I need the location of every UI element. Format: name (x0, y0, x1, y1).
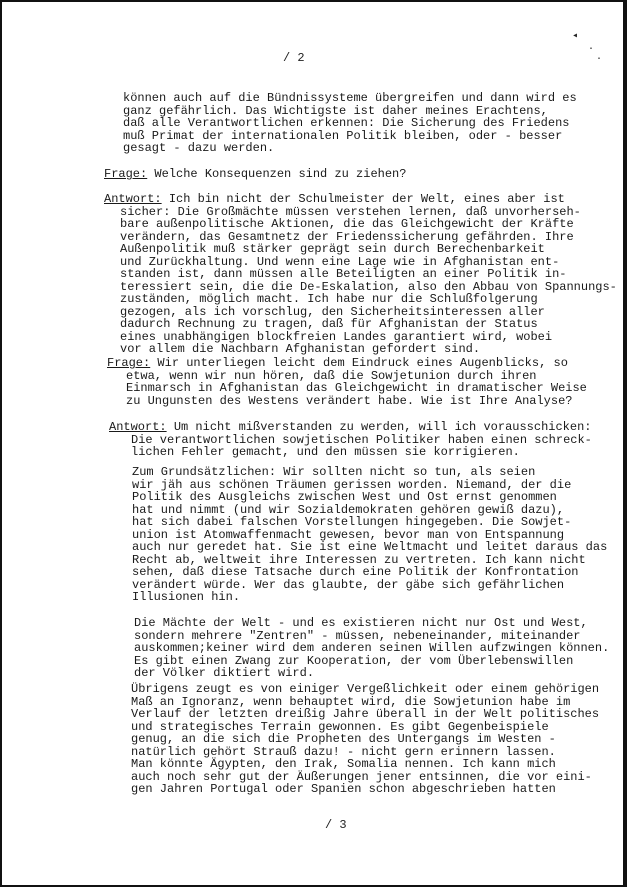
text-line: auch noch sehr gut der Äußerungen jener entsinnen, die vor eini- (131, 769, 592, 784)
text-line: Politik des Ausgleichs zwischen West und Ost ernst genommen (132, 490, 557, 504)
text-line: dadurch Rechnung zu tragen, daß für Afghanistan der Status (120, 317, 538, 331)
question-label: Frage: (107, 356, 151, 370)
scan-mark: · (588, 44, 595, 55)
text-line: hat und nimmt (und wir Sozialdemokraten gehören gewiß dazu), (132, 502, 565, 517)
text-line: zuständen, möglich macht. Ich habe nur die Schlußfolgerung (120, 292, 538, 306)
text-line: lichen Fehler gemacht, und den müssen sie korrigieren. (131, 445, 520, 459)
page-footer: / 3 (325, 818, 347, 832)
question-2 (107, 357, 568, 370)
text-line: hat sich dabei falschen Vorstellungen hingegeben. Die Sowjet- (132, 515, 572, 529)
text-line: Die verantwortlichen sowjetischen Politiker haben einen schreck- (131, 432, 592, 447)
paragraph-grundsaetzliches (132, 466, 607, 604)
text-line: sicher: Die Großmächte müssen verstehen lernen, daß unvorherseh- (120, 204, 581, 219)
question-label: Frage: (104, 167, 148, 181)
text-line: Um nicht mißverstanden zu werden, will ich vorausschicken: (173, 420, 592, 434)
scan-mark: · (596, 54, 603, 65)
text-line: bare außenpolitische Aktionen, die das Gleichgewicht der Kräfte (120, 217, 574, 231)
text-line: Verlauf der letzten dreißig Jahre überall in der Welt politisches (131, 707, 600, 721)
text-line: Maß an Ignoranz, wenn behauptet wird, die Sowjetunion habe im (131, 694, 571, 709)
text-line: und strategisches Terrain gewonnen. Es gibt Gegenbeispiele (131, 719, 549, 734)
text-line: muß Primat der internationalen Politik bleiben, oder - besser (123, 128, 563, 143)
text-line: Zum Grundsätzlichen: Wir sollten nicht so tun, als seien (132, 465, 536, 479)
text-line: Man könnte Ägypten, den Irak, Somalia nennen. Ich kann mich (131, 757, 556, 771)
text-line: Illusionen hin. (132, 590, 241, 604)
text-line: Recht ab, weltweit ihre Interessen zu vertreten. Ich kann nicht (132, 552, 586, 567)
text-line: sehen, daß diese Tatsache durch eine Politik der Konfrontation (132, 565, 579, 579)
paragraph-intro (123, 92, 577, 155)
text-line: auskommen;keiner wird dem anderen seinen Willen aufzwingen können. (134, 641, 610, 655)
text-line: zu Ungunsten des Westens verändert habe. Wie ist Ihre Analyse? (126, 393, 573, 408)
text-line: natürlich gehört Strauß dazu! - nicht gern erinnern lassen. (131, 744, 556, 759)
text-line: Es gibt einen Zwang zur Kooperation, der vom Überlebenswillen (134, 653, 574, 668)
text-line: Einmarsch in Afghanistan das Gleichgewicht in dramatischer Weise (126, 381, 587, 395)
answer-label: Antwort: (109, 420, 167, 434)
text-line: Welche Konsequenzen sind zu ziehen? (154, 167, 407, 181)
answer-1 (104, 193, 565, 206)
text-line: standen ist, dann müssen alle Beteiligten an einer Politik in- (120, 267, 567, 281)
answer-2-body (131, 434, 592, 459)
scan-edge (623, 0, 627, 887)
text-line: union ist Atomwaffenmacht gewesen, bevor man von Entspannung (132, 527, 565, 542)
text-line: der Völker diktiert wird. (134, 666, 315, 680)
text-line: Wir unterliegen leicht dem Eindruck eines Augenblicks, so (157, 356, 568, 370)
text-line: gen Jahren Portugal oder Spanien schon abgeschrieben hatten (131, 782, 556, 796)
text-line: gezogen, als ich vorschlug, den Sicherheitsinteressen aller (120, 304, 545, 319)
text-line: Außenpolitik muß stärker geprägt sein durch Berechenbarkeit (120, 242, 545, 256)
text-line: verändern, das Gesamtnetz der Friedenssicherung gefährden. Ihre (120, 229, 574, 244)
text-line: ganz gefährlich. Das Wichtigste ist daher meines Erachtens, (123, 103, 548, 118)
text-line: wir jäh aus schönen Träumen gerissen worden. Niemand, der die (132, 477, 572, 492)
question-1 (104, 168, 406, 181)
text-line: und Zurückhaltung. Und wenn eine Lage wie in Afghanistan ent- (120, 254, 560, 269)
scan-mark: ◂ (572, 31, 579, 42)
answer-1-body (120, 206, 617, 356)
text-line: verändert würde. Wer das glaubte, der gäbe sich gefährlichen (132, 577, 565, 592)
page-header: / 2 (283, 51, 305, 65)
text-line: auch nur geredet hat. Sie ist eine Weltmacht und leitet daraus das (132, 540, 608, 554)
paragraph-uebrigens (131, 683, 599, 796)
text-line: eines unabhängigen blockfreien Landes garantiert wird, wobei (120, 329, 553, 344)
answer-2 (109, 421, 591, 434)
text-line: vor allem die Nachbarn Afghanistan gefordert sind. (120, 342, 481, 356)
text-line: können auch auf die Bündnissysteme übergreifen und dann wird es (123, 91, 577, 105)
text-line: Die Mächte der Welt - und es existieren nicht nur Ost und West, (134, 616, 588, 630)
text-line: etwa, wenn wir nun hören, daß die Sowjetunion durch ihren (126, 368, 537, 383)
text-line: sondern mehrere "Zentren" - müssen, nebeneinander, miteinander (134, 628, 581, 643)
text-line: Ich bin nicht der Schulmeister der Welt, eines aber ist (168, 192, 565, 206)
paragraph-maechte (134, 617, 609, 680)
text-line: teressiert sein, die die De-Eskalation, also den Abbau von Spannungs- (120, 279, 617, 294)
text-line: daß alle Verantwortlichen erkennen: Die Sicherung des Friedens (123, 116, 570, 130)
text-line: gesagt - dazu werden. (123, 141, 275, 155)
question-2-body (126, 370, 587, 408)
text-line: Übrigens zeugt es von einiger Vergeßlichkeit oder einem gehörigen (131, 682, 600, 696)
text-line: genug, an die sich die Propheten des Untergangs im Westen - (131, 732, 556, 746)
answer-label: Antwort: (104, 192, 162, 206)
